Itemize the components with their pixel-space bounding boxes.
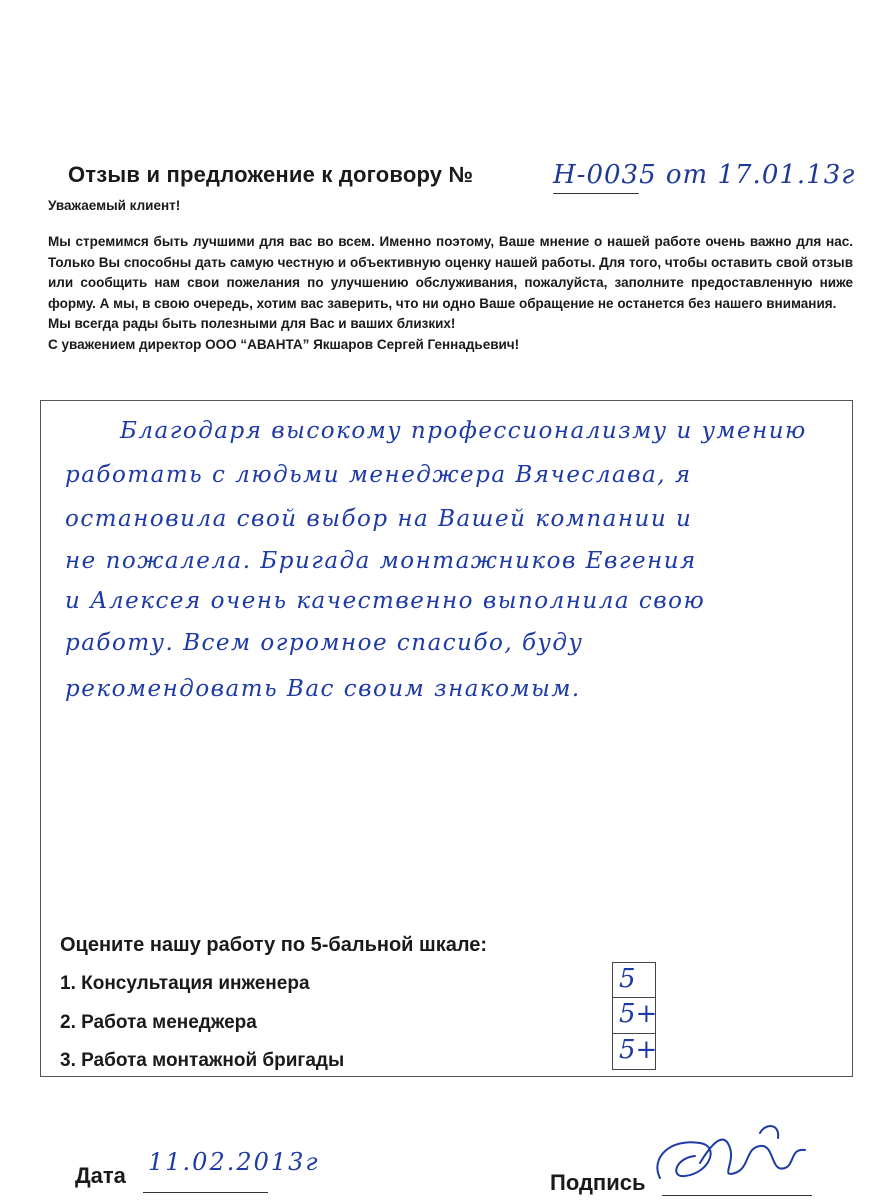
rating-item-crew: 3. Работа монтажной бригады [60,1050,345,1071]
review-line: работать с людьми менеджера Вячеслава, я [65,462,692,488]
review-line: и Алексея очень качественно выполнила свою [65,588,706,614]
date-label: Дата [75,1163,126,1188]
grade-crew: 5+ [612,1034,656,1070]
grade-manager: 5+ [612,998,656,1034]
page-title: Отзыв и предложение к договору № [68,162,474,187]
intro-signoff: С уважением директор ООО “АВАНТА” Якшаров Сергей Геннадьевич! [48,336,520,352]
review-line: работу. Всем огромное спасибо, буду [65,630,584,656]
rating-item-engineer: 1. Консультация инженера [60,973,310,994]
signature-scribble [640,1118,820,1198]
signature-label: Подпись [550,1170,646,1195]
review-line: не пожалела. Бригада монтажников Евгения [65,548,697,574]
contract-number-handwritten: Н-0035 от 17.01.13г [553,160,856,190]
date-underline [143,1192,268,1193]
contract-number-underline [553,193,639,194]
intro-paragraph: Мы всегда рады быть полезными для Вас и ваших близких! [48,316,456,331]
review-line: рекомендовать Вас своим знакомым. [65,676,581,702]
date-value-handwritten: 11.02.2013г [148,1148,320,1176]
review-line: остановила свой выбор на Вашей компании и [65,506,693,532]
intro-text [48,232,853,355]
rating-item-manager: 2. Работа менеджера [60,1012,257,1033]
review-line: Благодаря высокому профессионализму и умению [120,418,807,444]
grade-engineer: 5 [612,962,656,998]
intro-paragraph: Мы стремимся быть лучшими для вас во всем. Именно поэтому, Ваше мнение о нашей работе очень важно для нас. Только Вы способны дать самую честную и объективную оценку нашей работы. Для того, чтобы оставить свой отзыв или сообщить нам свои пожелания по улучшению обслуживания, пожалуйста, заполните предоставленную ниже форму. А мы, в свою очередь, хотим вас заверить, что ни одно Ваше обращение не останется без нашего внимания. [48,234,853,311]
greeting: Уважаемый клиент! [48,198,181,213]
rating-title: Оцените нашу работу по 5-бальной шкале: [60,934,488,956]
